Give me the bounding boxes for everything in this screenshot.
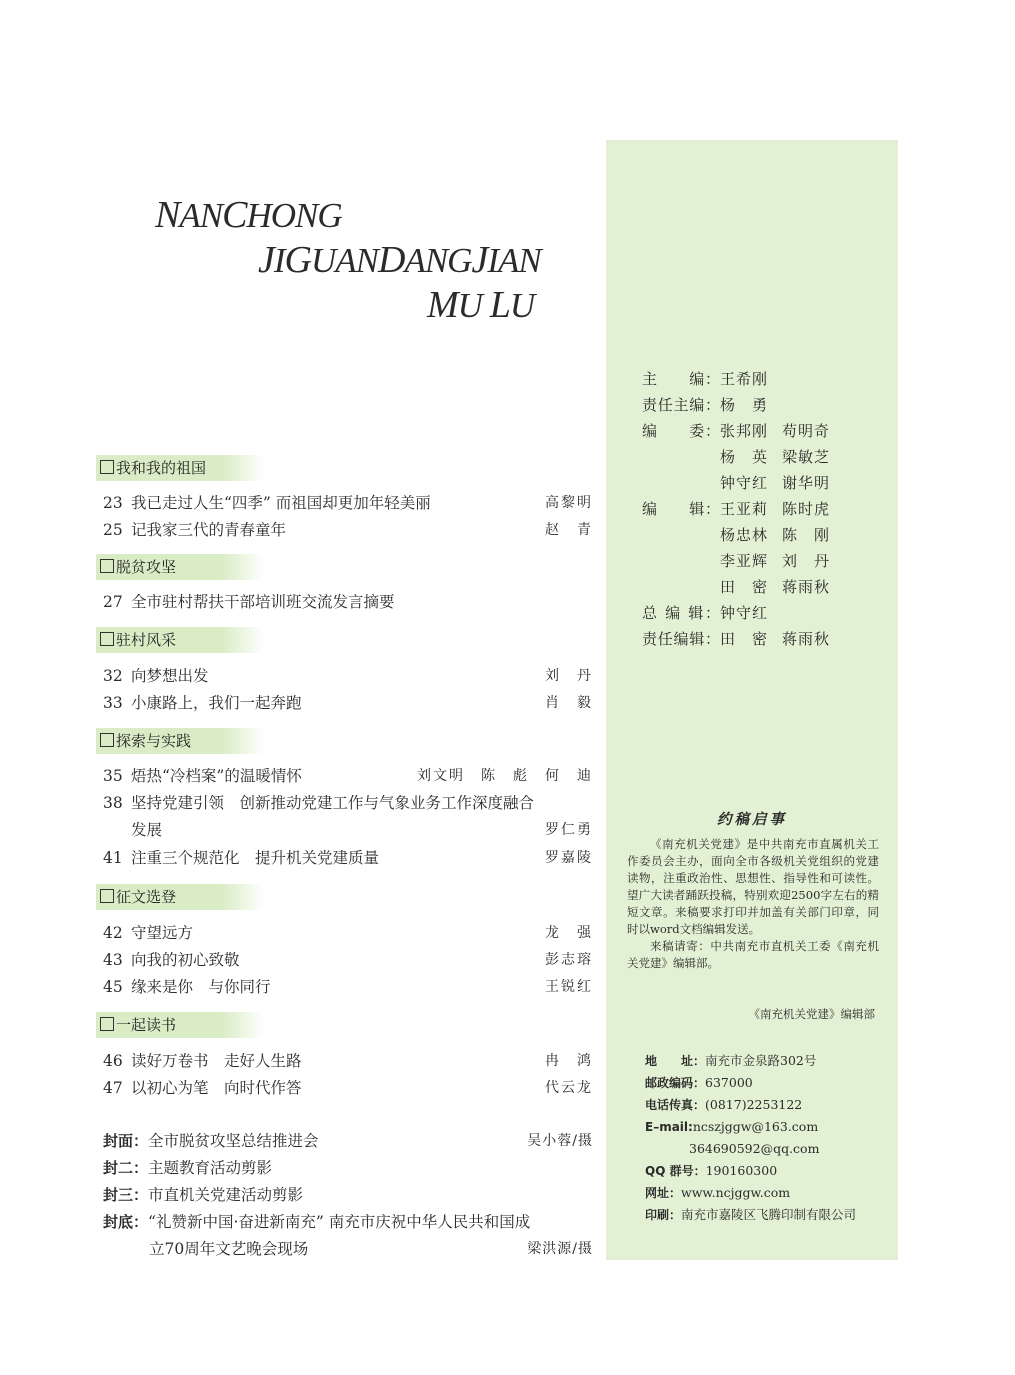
toc-entry[interactable] <box>103 764 593 788</box>
page-number: 47 <box>103 1079 123 1097</box>
title-letters: AN <box>179 196 223 235</box>
staff-name: 梁敏芝 <box>782 448 831 466</box>
square-bullet-icon <box>100 559 114 573</box>
contact-key: 印刷： <box>645 1208 682 1222</box>
cover-author: 梁洪源/摄 <box>527 1241 593 1257</box>
staff-name: 王希刚 <box>720 370 769 388</box>
page-number: 27 <box>103 593 123 611</box>
staff-row <box>642 548 844 574</box>
page-number: 35 <box>103 767 123 785</box>
notice-paragraph: 《南充机关党建》是中共南充市直属机关工作委员会主办，面向全市各级机关党组织的党建读物，注重政治性、思想性、指导性和可读性。望广大读者踊跃投稿，特别欢迎2500字左右的精短文章。来稿要求打印并加盖有关部门印章，同时以word文档编辑发送。 <box>627 837 879 936</box>
title-letters: HONG <box>246 196 342 235</box>
section-heading-label: 征文选登 <box>116 888 177 906</box>
toc-entry[interactable] <box>103 791 593 815</box>
page-number: 33 <box>103 694 123 712</box>
staff-name: 李亚辉 <box>720 552 769 570</box>
contact-key: 网址： <box>645 1186 682 1200</box>
page-number: 25 <box>103 521 123 539</box>
cover-label: 封二： <box>103 1159 149 1177</box>
entry-author: 肖 毅 <box>545 695 593 711</box>
contact-value: 南充市嘉陵区飞腾印制有限公司 <box>681 1207 857 1222</box>
staff-name: 蒋雨秋 <box>782 630 831 648</box>
square-bullet-icon <box>100 1017 114 1031</box>
contact-row <box>645 1204 856 1226</box>
contact-row <box>645 1050 856 1072</box>
staff-name: 张邦刚 <box>720 422 769 440</box>
staff-name: 谢华明 <box>782 474 831 492</box>
cover-label: 封三： <box>103 1186 149 1204</box>
page-number: 38 <box>103 794 123 812</box>
entry-title: 记我家三代的青春童年 <box>131 521 287 539</box>
section-heading-label: 我和我的祖国 <box>116 459 207 477</box>
staff-row <box>642 470 844 496</box>
staff-name: 钟守红 <box>720 474 769 492</box>
staff-role: 责任编辑： <box>642 630 720 648</box>
title-mulu <box>427 283 534 327</box>
entry-author: 代云龙 <box>545 1080 593 1096</box>
notice-signature: 《南充机关党建》编辑部 <box>748 1007 875 1021</box>
staff-list <box>642 366 844 652</box>
contact-row <box>645 1138 856 1160</box>
cover-text: 市直机关党建活动剪影 <box>148 1186 304 1204</box>
title-letter: J <box>258 239 274 281</box>
section-heading-label: 一起读书 <box>116 1016 177 1034</box>
website-link[interactable]: www.ncjggw.com <box>681 1185 791 1200</box>
square-bullet-icon <box>100 889 114 903</box>
staff-name: 杨 勇 <box>720 396 769 414</box>
staff-role: 责任主编： <box>642 396 720 414</box>
contact-row <box>645 1072 856 1094</box>
contact-key: E–mail: <box>645 1120 693 1134</box>
title-letters: UAN <box>310 241 378 280</box>
entry-title: 全市驻村帮扶干部培训班交流发言摘要 <box>131 593 395 611</box>
contact-info <box>645 1050 856 1226</box>
entry-title: 坚持党建引领 创新推动党建工作与气象业务工作深度融合 <box>131 794 535 812</box>
staff-name: 陈时虎 <box>782 500 831 518</box>
title-letters: U <box>457 286 490 325</box>
page-number: 45 <box>103 978 123 996</box>
toc-entry[interactable] <box>103 1076 593 1100</box>
staff-name: 蒋雨秋 <box>782 578 831 596</box>
entry-author: 刘 丹 <box>545 668 593 684</box>
entry-author: 高黎明 <box>545 495 593 511</box>
cover-text: 主题教育活动剪影 <box>148 1159 273 1177</box>
title-letter: C <box>222 194 247 236</box>
cover-credit <box>103 1209 593 1236</box>
square-bullet-icon <box>100 733 114 747</box>
title-letter: D <box>377 239 405 281</box>
page-number: 43 <box>103 951 123 969</box>
title-nanchong <box>155 193 342 237</box>
staff-role: 编 委： <box>642 422 720 440</box>
title-letters: U <box>509 286 535 325</box>
title-letters: I <box>273 241 285 280</box>
staff-name: 陈 刚 <box>782 526 831 544</box>
title-jiguan-dangjian <box>258 238 541 282</box>
entry-title: 我已走过人生“四季” 而祖国却更加年轻美丽 <box>131 494 431 512</box>
page-number: 41 <box>103 849 123 867</box>
title-letter: N <box>155 194 180 236</box>
contact-value: (0817)2253122 <box>705 1097 803 1112</box>
cover-text: “礼赞新中国·奋进新南充” 南充市庆祝中华人民共和国成 <box>148 1213 531 1231</box>
section-heading-label: 驻村风采 <box>116 631 177 649</box>
entry-author: 王锐红 <box>545 979 593 995</box>
cover-credit <box>103 1182 593 1209</box>
staff-name: 杨忠林 <box>720 526 769 544</box>
toc-entry-author-line <box>103 818 593 842</box>
title-letters: IAN <box>487 241 541 280</box>
staff-row <box>642 522 844 548</box>
staff-row <box>642 366 844 392</box>
title-letter: J <box>471 239 488 281</box>
page-number: 23 <box>103 494 123 512</box>
staff-name: 王亚莉 <box>720 500 769 518</box>
entry-title: 小康路上，我们一起奔跑 <box>131 694 302 712</box>
toc-entry[interactable] <box>103 846 593 870</box>
entry-title: 焐热“冷档案”的温暖情怀 <box>131 767 302 785</box>
cover-credit-continuation <box>103 1236 593 1263</box>
email-link[interactable]: 364690592@qq.com <box>689 1141 820 1156</box>
section-heading <box>96 884 264 910</box>
entry-author: 赵 青 <box>545 522 593 538</box>
toc-entry[interactable] <box>103 948 593 972</box>
section-heading <box>96 554 264 580</box>
entry-author: 龙 强 <box>545 925 593 941</box>
title-letters: ANG <box>404 241 472 280</box>
square-bullet-icon <box>100 460 114 474</box>
title-letter: M <box>427 284 458 326</box>
cover-label: 封底： <box>103 1213 149 1231</box>
toc-entry[interactable] <box>103 921 593 945</box>
toc-entry[interactable] <box>103 491 593 515</box>
section-heading <box>96 728 264 754</box>
staff-row <box>642 418 844 444</box>
entry-author: 彭志瑢 <box>545 952 593 968</box>
entry-title: 注重三个规范化 提升机关党建质量 <box>131 849 380 867</box>
staff-row <box>642 626 844 652</box>
staff-name: 苟明奇 <box>782 422 831 440</box>
section-heading-label: 探索与实践 <box>116 732 192 750</box>
toc-entry[interactable] <box>103 518 593 542</box>
staff-row <box>642 600 844 626</box>
staff-row <box>642 574 844 600</box>
toc-entry[interactable] <box>103 975 593 999</box>
cover-text: 立70周年文艺晚会现场 <box>149 1240 309 1258</box>
staff-name: 田 密 <box>720 578 769 596</box>
entry-author: 冉 鸿 <box>545 1053 593 1069</box>
entry-title: 读好万卷书 走好人生路 <box>131 1052 302 1070</box>
toc-entry[interactable] <box>103 691 593 715</box>
cover-text: 全市脱贫攻坚总结推进会 <box>148 1132 319 1150</box>
contact-value: 190160300 <box>705 1163 778 1178</box>
page-number: 32 <box>103 667 123 685</box>
section-heading <box>96 1012 264 1038</box>
cover-label: 封面： <box>103 1132 149 1150</box>
cover-credit <box>103 1128 593 1155</box>
staff-row <box>642 392 844 418</box>
title-letter: G <box>284 239 311 281</box>
staff-role: 编 辑： <box>642 500 720 518</box>
staff-name: 钟守红 <box>720 604 769 622</box>
contact-key: 地 址： <box>645 1054 706 1068</box>
toc-entry[interactable] <box>103 664 593 688</box>
contact-key: 电话传真： <box>645 1098 706 1112</box>
contact-row <box>645 1160 856 1182</box>
contact-row <box>645 1094 856 1116</box>
staff-role: 总 编 辑： <box>642 604 720 622</box>
contact-key: QQ 群号： <box>645 1164 706 1178</box>
email-link[interactable]: ncszjggw@163.com <box>692 1119 819 1134</box>
page-number: 42 <box>103 924 123 942</box>
section-heading-label: 脱贫攻坚 <box>116 558 177 576</box>
contact-key: 邮政编码： <box>645 1076 706 1090</box>
contact-value: 637000 <box>705 1075 753 1090</box>
cover-credit <box>103 1155 593 1182</box>
toc-entry[interactable] <box>103 1049 593 1073</box>
title-letter: L <box>489 284 510 326</box>
entry-title-continuation: 发展 <box>131 821 163 839</box>
contact-value: 南充市金泉路302号 <box>705 1053 817 1068</box>
staff-name: 刘 丹 <box>782 552 831 570</box>
staff-role: 主 编： <box>642 370 720 388</box>
entry-author: 罗嘉陵 <box>545 850 593 866</box>
notice-paragraph: 来稿请寄：中共南充市直机关工委《南充机关党建》编辑部。 <box>627 939 879 970</box>
notice-title: 约稿启事 <box>717 812 787 828</box>
square-bullet-icon <box>100 632 114 646</box>
contact-row <box>645 1182 856 1204</box>
toc-entry[interactable] <box>103 590 593 614</box>
staff-name: 田 密 <box>720 630 769 648</box>
cover-author: 吴小蓉/摄 <box>527 1133 593 1149</box>
section-heading <box>96 455 264 481</box>
staff-row <box>642 496 844 522</box>
section-heading <box>96 627 264 653</box>
entry-title: 以初心为笔 向时代作答 <box>131 1079 302 1097</box>
entry-title: 向梦想出发 <box>131 667 209 685</box>
contact-row <box>645 1116 856 1138</box>
entry-author: 刘文明 陈 彪 何 迪 <box>417 768 593 784</box>
staff-name: 杨 英 <box>720 448 769 466</box>
entry-title: 缘来是你 与你同行 <box>131 978 271 996</box>
staff-row <box>642 444 844 470</box>
entry-author: 罗仁勇 <box>545 822 593 838</box>
notice-body <box>627 836 879 972</box>
entry-title: 守望远方 <box>131 924 194 942</box>
entry-title: 向我的初心致敬 <box>131 951 240 969</box>
page-number: 46 <box>103 1052 123 1070</box>
